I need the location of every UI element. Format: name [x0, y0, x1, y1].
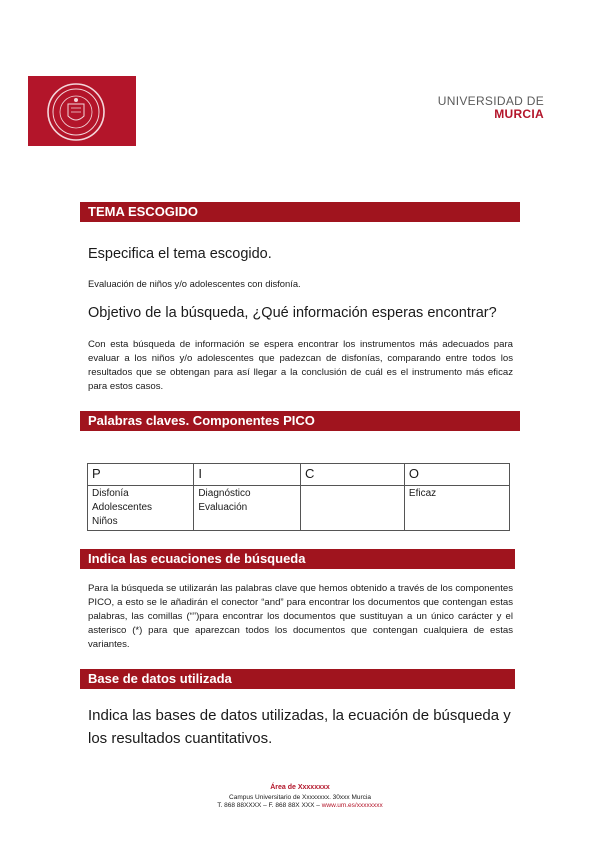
pico-header-p: P: [88, 464, 194, 486]
topic-prompt: Especifica el tema escogido.: [88, 246, 272, 262]
section-title-ecuaciones: Indica las ecuaciones de búsqueda: [80, 549, 515, 569]
databases-prompt: Indica las bases de datos utilizadas, la ecuación de búsqueda y los resultados cuantitativos.: [88, 707, 511, 747]
pico-header-o: O: [404, 464, 509, 486]
pico-term: Disfonía: [92, 488, 129, 499]
section-title-tema: TEMA ESCOGIDO: [80, 202, 520, 222]
footer-address: Campus Universitario de Xxxxxxxx. 30xxx Murcia: [229, 794, 371, 801]
section-title-pico: Palabras claves. Componentes PICO: [80, 411, 520, 431]
footer-area: Área de Xxxxxxxx: [270, 784, 330, 791]
pico-term: Diagnóstico: [198, 488, 251, 499]
footer-contact: [0, 802, 600, 809]
footer-phone: T. 868 88XXXX – F. 868 88X XXX –: [217, 802, 322, 809]
objective-prompt: Objetivo de la búsqueda, ¿Qué información esperas encontrar?: [88, 305, 497, 321]
pico-header-i: I: [194, 464, 301, 486]
university-logo: [438, 95, 544, 121]
pico-cell-p: [88, 486, 194, 531]
pico-header-row: [88, 464, 510, 486]
university-seal-icon: [46, 82, 106, 142]
footer-web-link[interactable]: www.um.es/xxxxxxxx: [321, 802, 383, 809]
pico-term: Eficaz: [408, 488, 437, 499]
topic-answer: Evaluación de niños y/o adolescentes con disfonía.: [88, 278, 301, 289]
logo-line-2: MURCIA: [494, 107, 544, 121]
pico-cell-o: [404, 486, 509, 531]
pico-term: Evaluación: [198, 502, 248, 513]
pico-header-c: C: [301, 464, 405, 486]
pico-cell-i: [194, 486, 301, 531]
objective-text: Con esta búsqueda de información se espera encontrar los instrumentos más adecuados para evaluar a los niños y/o adolescentes que padezcan de disfonías, comparando entre todos los resultados que se obtengan para así llegar a la conclusión de cuál es el instrumento más eficaz para estos casos.: [88, 339, 513, 392]
footer: [0, 784, 600, 809]
search-equations-text: Para la búsqueda se utilizarán las palabras clave que hemos obtenido a través de los componentes PICO, a esto se le añadirán el conector “and” para encontrar los documentos que contengan estas palabras, las comillas (“”)para encontrar los documentos que sustituyan a un único carácter y el asterisco (*) para que aparezcan todos los documentos que contengan cualquiera de estas variantes.: [88, 583, 513, 650]
pico-table: [87, 463, 510, 531]
pico-cell-c: [301, 486, 405, 531]
logo-line-1: UNIVERSIDAD DE: [437, 94, 544, 108]
section-title-base-datos: Base de datos utilizada: [80, 669, 515, 689]
pico-term: Adolescentes: [92, 502, 153, 513]
pico-body-row: [88, 486, 510, 531]
pico-term: Niños: [92, 516, 118, 527]
